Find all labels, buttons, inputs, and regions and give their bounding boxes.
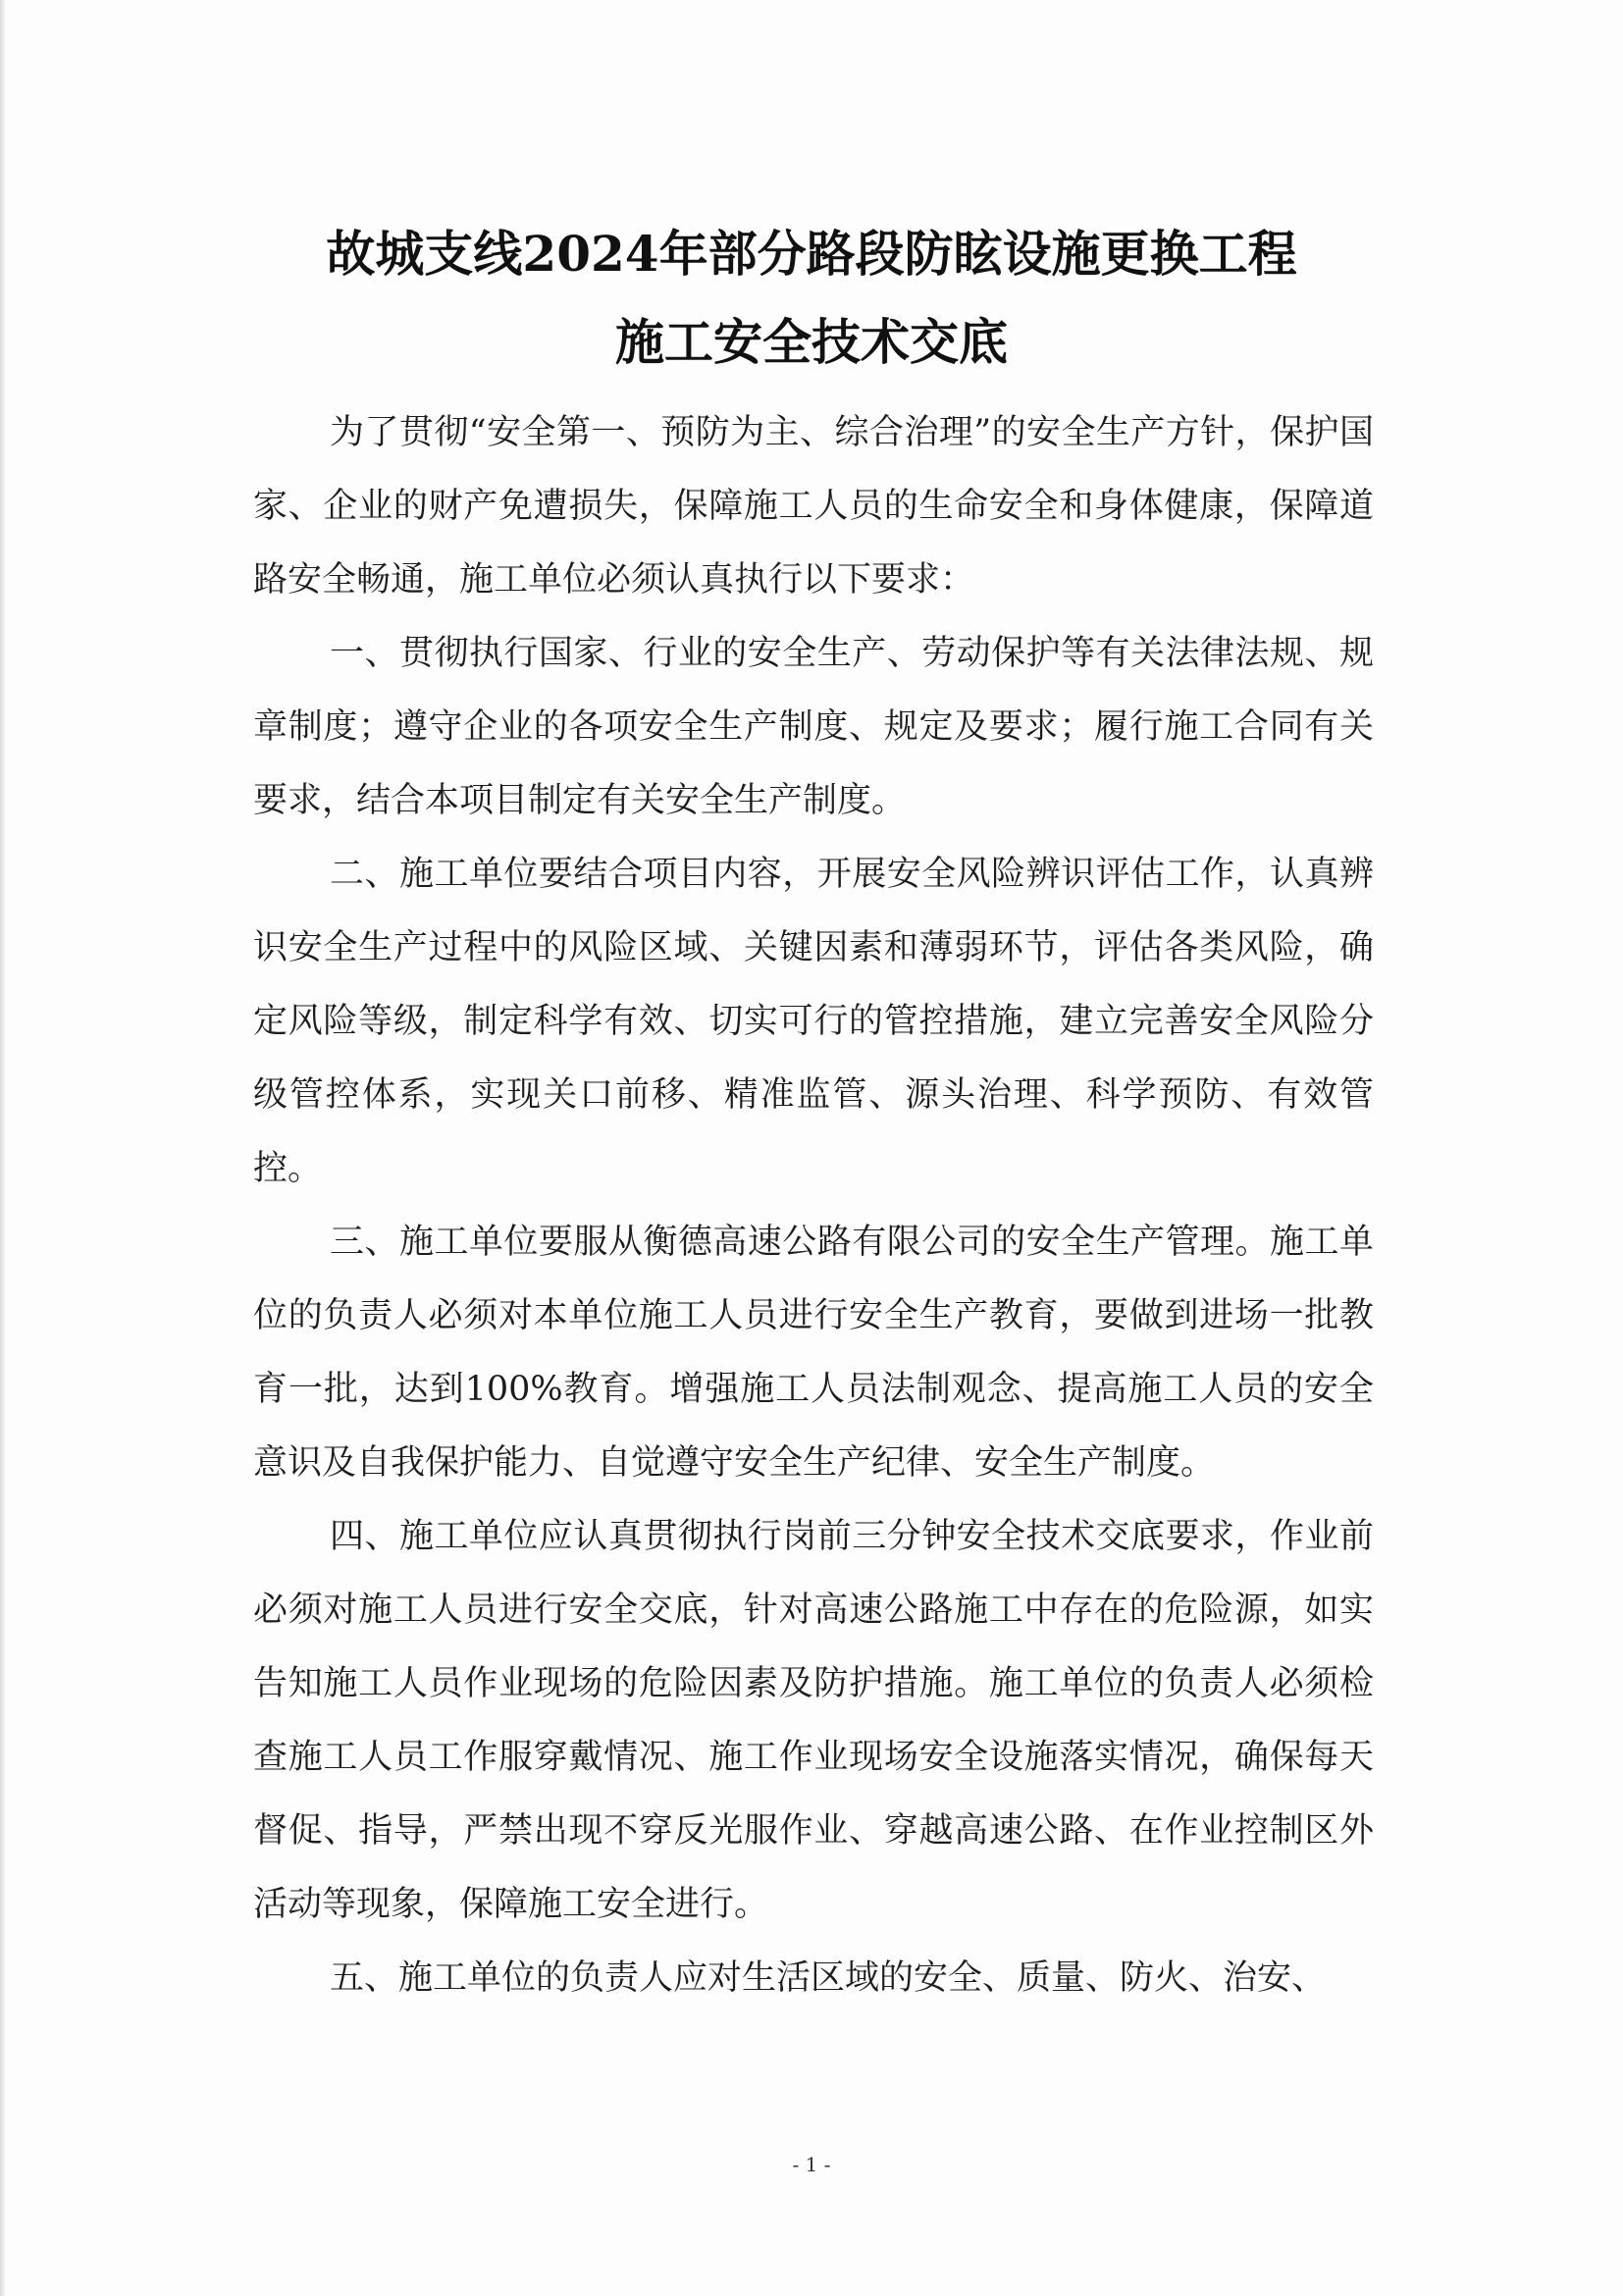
paragraph-intro: 为了贯彻“安全第一、预防为主、综合治理”的安全生产方针，保护国家、企业的财产免遭损失，保障施工人员的生命安全和身体健康，保障道路安全畅通，施工单位必须认真执行以下要求： xyxy=(253,413,1374,600)
page-number: - 1 - xyxy=(792,2153,831,2176)
paragraph-item-4: 四、施工单位应认真贯彻执行岗前三分钟安全技术交底要求，作业前必须对施工人员进行安全交底，针对高速公路施工中存在的危险源，如实告知施工人员作业现场的危险因素及防护措施。施工单位的负责人必须检查施工人员工作服穿戴情况、施工作业现场安全设施落实情况，确保每天督促、指导，严禁出现不穿反光服作业、穿越高速公路、在作业控制区外活动等现象，保障施工安全进行。 xyxy=(253,1517,1374,1924)
paragraph-item-1: 一、贯彻执行国家、行业的安全生产、劳动保护等有关法律法规、规章制度；遵守企业的各项安全生产制度、规定及要求；履行施工合同有关要求，结合本项目制定有关安全生产制度。 xyxy=(253,634,1374,820)
paragraph-item-2: 二、施工单位要结合项目内容，开展安全风险辨识评估工作，认真辨识安全生产过程中的风险区域、关键因素和薄弱环节，评估各类风险，确定风险等级，制定科学有效、切实可行的管控措施，建立完善安全风险分级管控体系，实现关口前移、精准监管、源头治理、科学预防、有效管控。 xyxy=(253,855,1374,1188)
paragraph-item-3: 三、施工单位要服从衡德高速公路有限公司的安全生产管理。施工单位的负责人必须对本单位施工人员进行安全生产教育，要做到进场一批教育一批，达到100%教育。增强施工人员法制观念、提高施工人员的安全意识及自我保护能力、自觉遵守安全生产纪律、安全生产制度。 xyxy=(253,1223,1374,1483)
document-title-line-2: 施工安全技术交底 xyxy=(615,313,1008,371)
document-body xyxy=(253,396,1374,2015)
paragraph-item-5: 五、施工单位的负责人应对生活区域的安全、质量、防火、治安、 xyxy=(330,1958,1327,1998)
document-title-line-1: 故城支线2024年部分路段防眩设施更换工程 xyxy=(326,225,1297,283)
